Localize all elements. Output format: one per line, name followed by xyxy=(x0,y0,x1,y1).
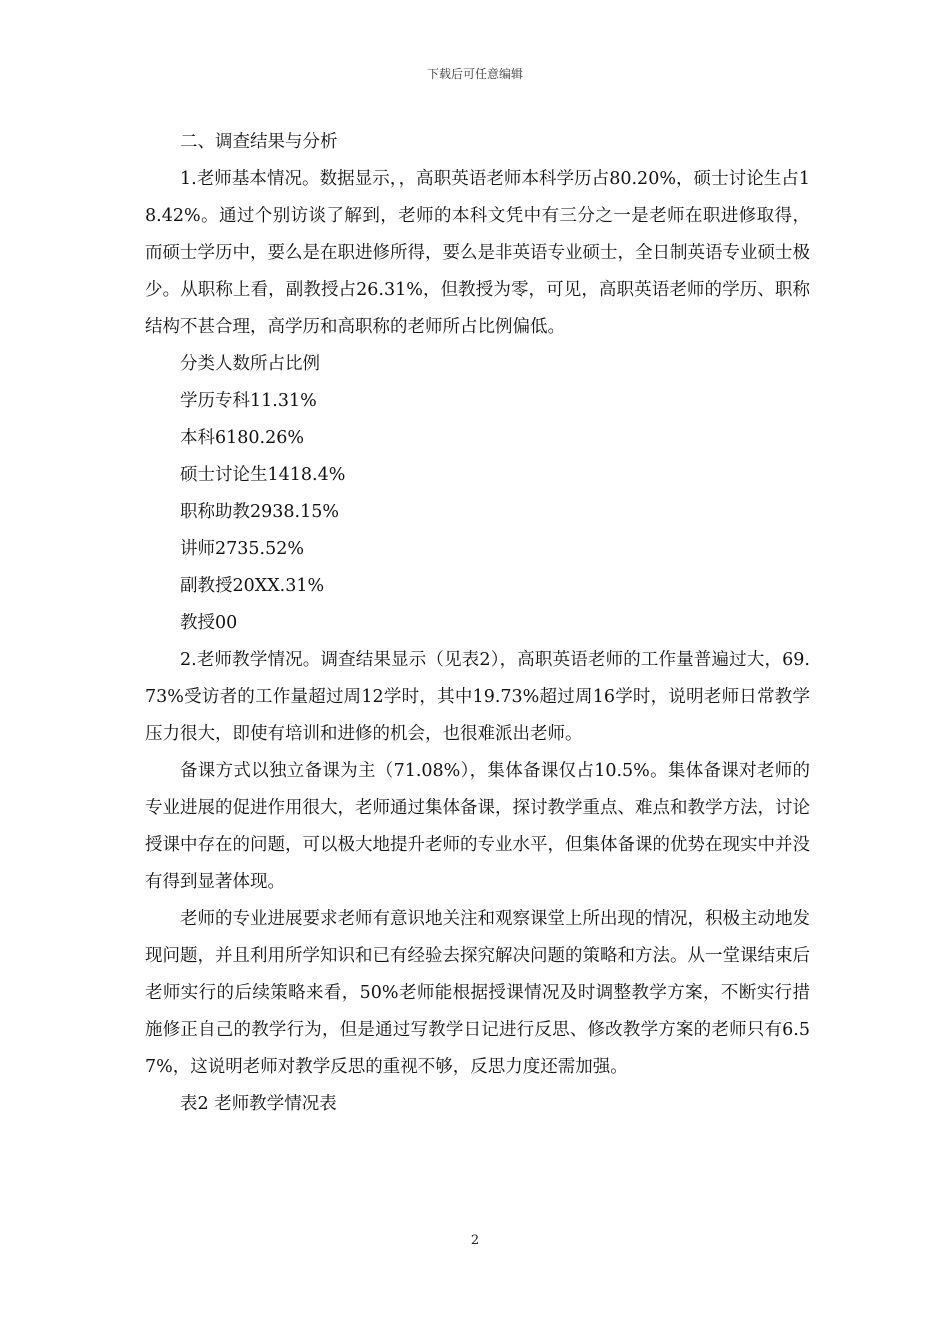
table1-row: 本科6180.26% xyxy=(180,428,304,448)
table2-caption: 表2 老师教学情况表 xyxy=(180,1094,337,1114)
paragraph-professional-development: 老师的专业进展要求老师有意识地关注和观察课堂上所出现的情况，积极主动地发现问题，并且利用所学知识和已有经验去探究解决问题的策略和方法。从一堂课结束后老师实行的后续策略来看，50%老师能根据授课情况及时调整教学方案，不断实行措施修正自己的教学行为，但是通过写教学日记进行反思、修改教学方案的老师只有6.57%，这说明老师对教学反思的重视不够，反思力度还需加强。 xyxy=(145,909,810,1077)
table1-row: 学历专科11.31% xyxy=(180,391,317,411)
document-body xyxy=(145,124,810,1123)
page-number: 2 xyxy=(470,1233,480,1248)
section-heading: 二、调查结果与分析 xyxy=(180,132,338,152)
paragraph-teacher-basics: 1.老师基本情况。数据显示，，高职英语老师本科学历占80.20%，硕士讨论生占18.42%。通过个别访谈了解到，老师的本科文凭中有三分之一是老师在职进修取得，而硕士学历中，要么是在职进修所得，要么是非英语专业硕士，全日制英语专业硕士极少。从职称上看，副教授占26.31%，但教授为零，可见，高职英语老师的学历、职称结构不甚合理，高学历和高职称的老师所占比例偏低。 xyxy=(145,169,810,337)
table1-row: 副教授20XX.31% xyxy=(180,576,325,596)
table1-header: 分类人数所占比例 xyxy=(180,354,320,374)
table1-row: 硕士讨论生1418.4% xyxy=(180,465,346,485)
table1-row: 教授00 xyxy=(180,613,238,633)
table1-row: 讲师2735.52% xyxy=(180,539,304,559)
paragraph-teaching-situation: 2.老师教学情况。调查结果显示（见表2），高职英语老师的工作量普遍过大，69.73%受访者的工作量超过周12学时，其中19.73%超过周16学时，说明老师日常教学压力很大，即使有培训和进修的机会，也很难派出老师。 xyxy=(145,650,810,744)
paragraph-lesson-preparation: 备课方式以独立备课为主（71.08%），集体备课仅占10.5%。集体备课对老师的专业进展的促进作用很大，老师通过集体备课，探讨教学重点、难点和教学方法，讨论授课中存在的问题，可以极大地提升老师的专业水平，但集体备课的优势在现实中并没有得到显著体现。 xyxy=(145,761,810,892)
table1-row: 职称助教2938.15% xyxy=(180,502,339,522)
page-header: 下载后可任意编辑 xyxy=(426,67,523,81)
